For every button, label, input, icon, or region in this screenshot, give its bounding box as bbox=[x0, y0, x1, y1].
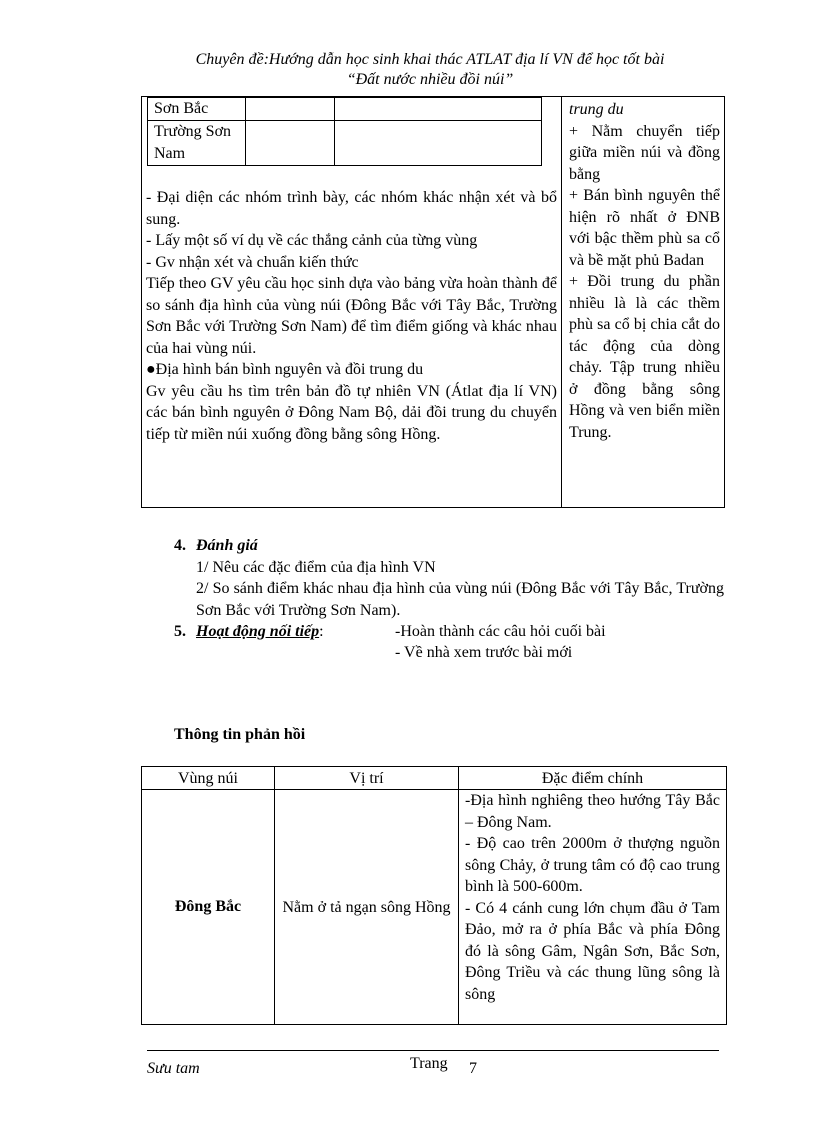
header-line-2: “Đất nước nhiều đồi núi” bbox=[346, 71, 514, 88]
section-item: 2/ So sánh điểm khác nhau địa hình của vùng núi (Đông Bắc với Tây Bắc, Trường Sơn Bắc với Trường Sơn Nam). bbox=[196, 580, 724, 619]
paragraph: + Đồi trung du phần nhiều là là các thềm phù sa cổ bị chia cắt do tác động của dòng chảy. Tập trung nhiều ở đồng bằng sông Hồng và ven biển miền Trung. bbox=[569, 273, 720, 441]
position-cell: Nằm ở tả ngạn sông Hồng bbox=[275, 790, 459, 1025]
footer-source: Sưu tam bbox=[147, 1060, 200, 1077]
section-item: - Về nhà xem trước bài mới bbox=[395, 644, 573, 661]
lead-text: trung du bbox=[569, 101, 624, 118]
table-header-row bbox=[142, 767, 727, 790]
paragraph: + Bán bình nguyên thể hiện rõ nhất ở ĐNB với bậc thềm phù sa cổ và bề mặt phủ Badan bbox=[569, 187, 720, 269]
column-divider bbox=[561, 96, 562, 508]
paragraph: - Đại diện các nhóm trình bày, các nhóm khác nhận xét và bổ sung. bbox=[146, 189, 557, 228]
empty-cell bbox=[335, 121, 542, 166]
content-column-text bbox=[569, 99, 720, 443]
paragraph: ●Địa hình bán bình nguyên và đồi trung du bbox=[146, 361, 424, 378]
empty-cell bbox=[335, 98, 542, 121]
paragraph: - Lấy một số ví dụ về các thắng cảnh của từng vùng bbox=[146, 232, 478, 249]
section-number: 5. bbox=[174, 623, 186, 640]
paragraph: Gv yêu cầu hs tìm trên bản đồ tự nhiên VN (Átlat địa lí VN) các bán bình nguyên ở Đông Nam Bộ, dải đồi trung du chuyển tiếp từ miền núi xuống đồng bằng sông Hồng. bbox=[146, 382, 557, 443]
table-row bbox=[148, 121, 542, 166]
section-number: 4. bbox=[174, 537, 186, 554]
column-header: Vùng núi bbox=[142, 767, 275, 790]
region-cell: Đông Bắc bbox=[142, 790, 275, 1025]
empty-cell bbox=[246, 98, 335, 121]
feedback-table bbox=[141, 766, 727, 1025]
empty-cell bbox=[246, 121, 335, 166]
feedback-title: Thông tin phản hồi bbox=[174, 726, 306, 743]
table-row bbox=[148, 98, 542, 121]
section-4 bbox=[174, 535, 724, 621]
title-colon: : bbox=[319, 623, 324, 640]
inner-table bbox=[147, 97, 542, 166]
column-header: Đặc điểm chính bbox=[459, 767, 727, 790]
section-item: 1/ Nêu các đặc điểm của địa hình VN bbox=[196, 558, 436, 576]
paragraph: - Gv nhận xét và chuẩn kiến thức bbox=[146, 253, 359, 271]
paragraph: + Nằm chuyển tiếp giữa miền núi và đồng bằng bbox=[569, 122, 720, 183]
region-cell: Trường Sơn Nam bbox=[148, 121, 246, 166]
teacher-activity-text bbox=[146, 187, 557, 445]
section-item: -Hoàn thành các câu hỏi cuối bài bbox=[395, 623, 606, 640]
paragraph: Tiếp theo GV yêu cầu học sinh dựa vào bảng vừa hoàn thành để so sánh địa hình của vùng núi (Đông Bắc với Tây Bắc, Trường Sơn Bắc với Trường Sơn Nam) để tìm điểm giống và khác nhau của hai vùng núi. bbox=[146, 275, 557, 357]
section-title: Hoạt động nối tiếp bbox=[196, 623, 320, 640]
region-cell: Sơn Bắc bbox=[148, 98, 246, 121]
footer-divider bbox=[147, 1050, 719, 1051]
page-number: 7 bbox=[469, 1060, 477, 1077]
feature-item: - Độ cao trên 2000m ở thượng nguồn sông Chảy, ở trung tâm có độ cao trung bình là 500-600m. bbox=[465, 835, 720, 895]
header-line-1: Chuyên đề:Hướng dẫn học sinh khai thác ATLAT địa lí VN để học tốt bài bbox=[195, 51, 665, 68]
features-cell bbox=[459, 790, 727, 1025]
feature-item: -Địa hình nghiêng theo hướng Tây Bắc – Đông Nam. bbox=[465, 792, 720, 831]
document-header bbox=[130, 50, 730, 90]
table-row bbox=[142, 790, 727, 1025]
column-header: Vị trí bbox=[275, 767, 459, 790]
feature-item: - Có 4 cánh cung lớn chụm đầu ở Tam Đảo, mở ra ở phía Bắc và phía Đông đó là sông Gâm, Ngân Sơn, Bắc Sơn, Đông Triều và các thung lũng sông là sông bbox=[465, 899, 720, 1003]
section-title: Đánh giá bbox=[196, 537, 258, 554]
footer-page-label: Trang bbox=[410, 1055, 448, 1072]
